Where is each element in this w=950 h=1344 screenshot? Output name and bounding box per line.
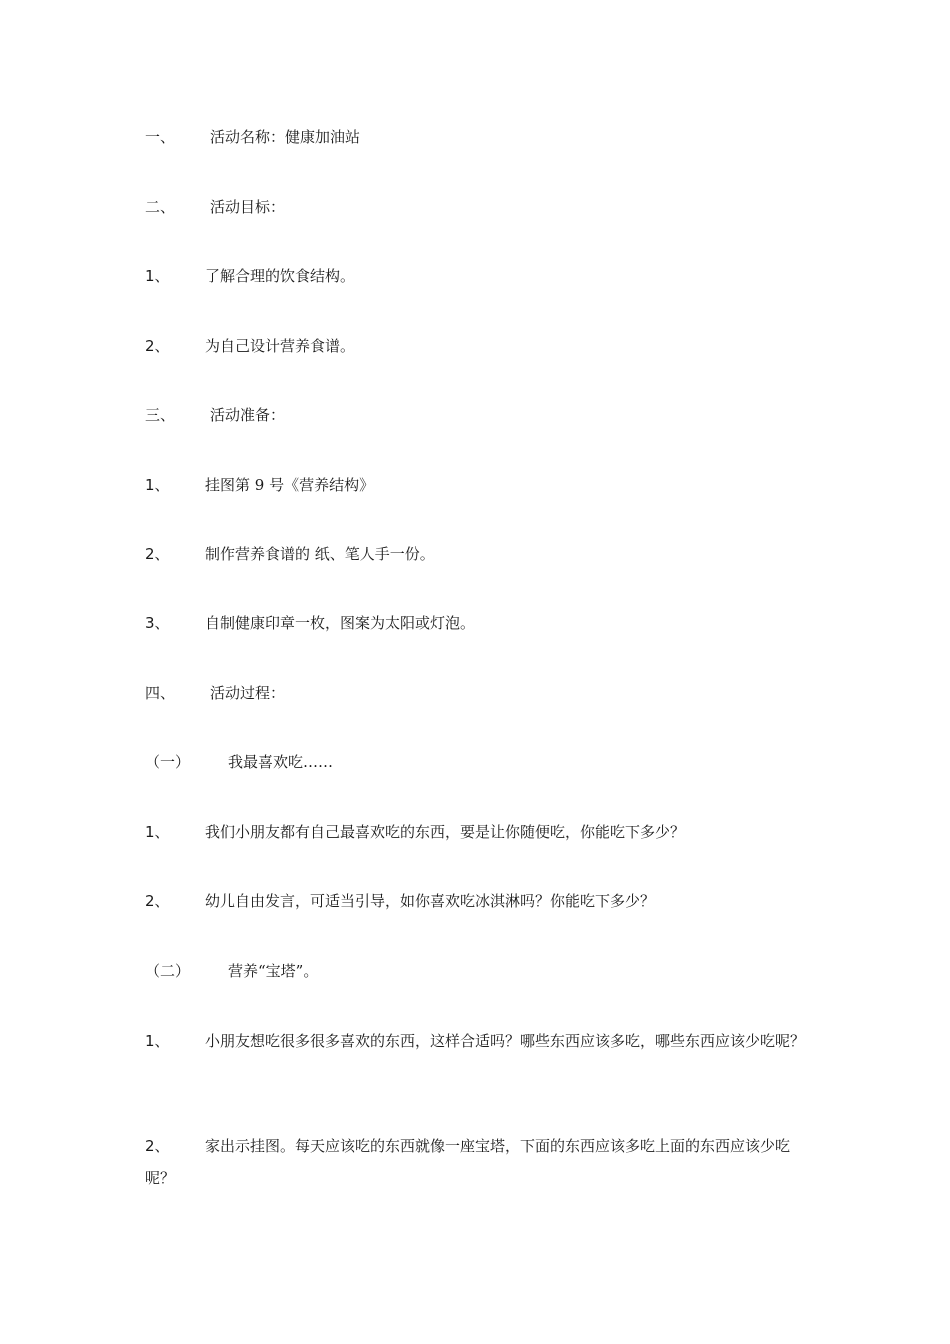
item-number: 3、 [145, 614, 170, 632]
item-text: 活动目标： [210, 198, 286, 216]
list-item-wrapped [145, 1025, 805, 1057]
list-item-wrapped [145, 1130, 805, 1194]
item-text: 制作营养食谱的 纸、笔人手一份。 [205, 545, 435, 563]
item-text: 活动准备： [210, 406, 286, 424]
list-item [145, 539, 805, 569]
item-text: 自制健康印章一枚，图案为太阳或灯泡。 [205, 614, 476, 632]
subsection-heading [145, 956, 805, 986]
item-number: 1、 [145, 476, 170, 494]
item-number: 2、 [145, 337, 170, 355]
item-number: （一） [145, 753, 191, 771]
item-text: 家出示挂图。每天应该吃的东西就像一座宝塔，下面的东西应该多吃上面的东西应该少吃呢？ [145, 1137, 791, 1187]
section-heading [145, 678, 805, 708]
section-heading [145, 192, 805, 222]
item-number: 2、 [145, 892, 170, 910]
list-item [145, 608, 805, 638]
item-text: 活动名称：健康加油站 [210, 128, 361, 146]
item-number: 1、 [145, 267, 170, 285]
item-text: 我最喜欢吃…… [228, 753, 334, 771]
list-item [145, 886, 805, 916]
item-text: 为自己设计营养食谱。 [205, 337, 356, 355]
item-number: 一、 [145, 128, 176, 146]
item-number: 1、 [145, 823, 170, 841]
item-text: 幼儿自由发言，可适当引导，如你喜欢吃冰淇淋吗？你能吃下多少？ [205, 892, 656, 910]
item-number: 2、 [145, 1137, 170, 1155]
item-number: （二） [145, 962, 191, 980]
item-text: 营养“宝塔”。 [228, 962, 319, 980]
item-text: 挂图第 9 号《营养结构》 [205, 476, 375, 494]
item-number: 三、 [145, 406, 176, 424]
item-text: 我们小朋友都有自己最喜欢吃的东西，要是让你随便吃，你能吃下多少？ [205, 823, 686, 841]
item-text: 活动过程： [210, 684, 286, 702]
section-heading [145, 122, 805, 152]
section-heading [145, 400, 805, 430]
item-number: 四、 [145, 684, 176, 702]
item-number: 二、 [145, 198, 176, 216]
item-text: 了解合理的饮食结构。 [205, 267, 356, 285]
list-item [145, 331, 805, 361]
item-number: 1、 [145, 1032, 170, 1050]
item-number: 2、 [145, 545, 170, 563]
list-item [145, 817, 805, 847]
subsection-heading [145, 747, 805, 777]
list-item [145, 470, 805, 500]
item-text: 小朋友想吃很多很多喜欢的东西，这样合适吗？哪些东西应该多吃，哪些东西应该少吃呢？ [205, 1032, 806, 1050]
list-item [145, 261, 805, 291]
